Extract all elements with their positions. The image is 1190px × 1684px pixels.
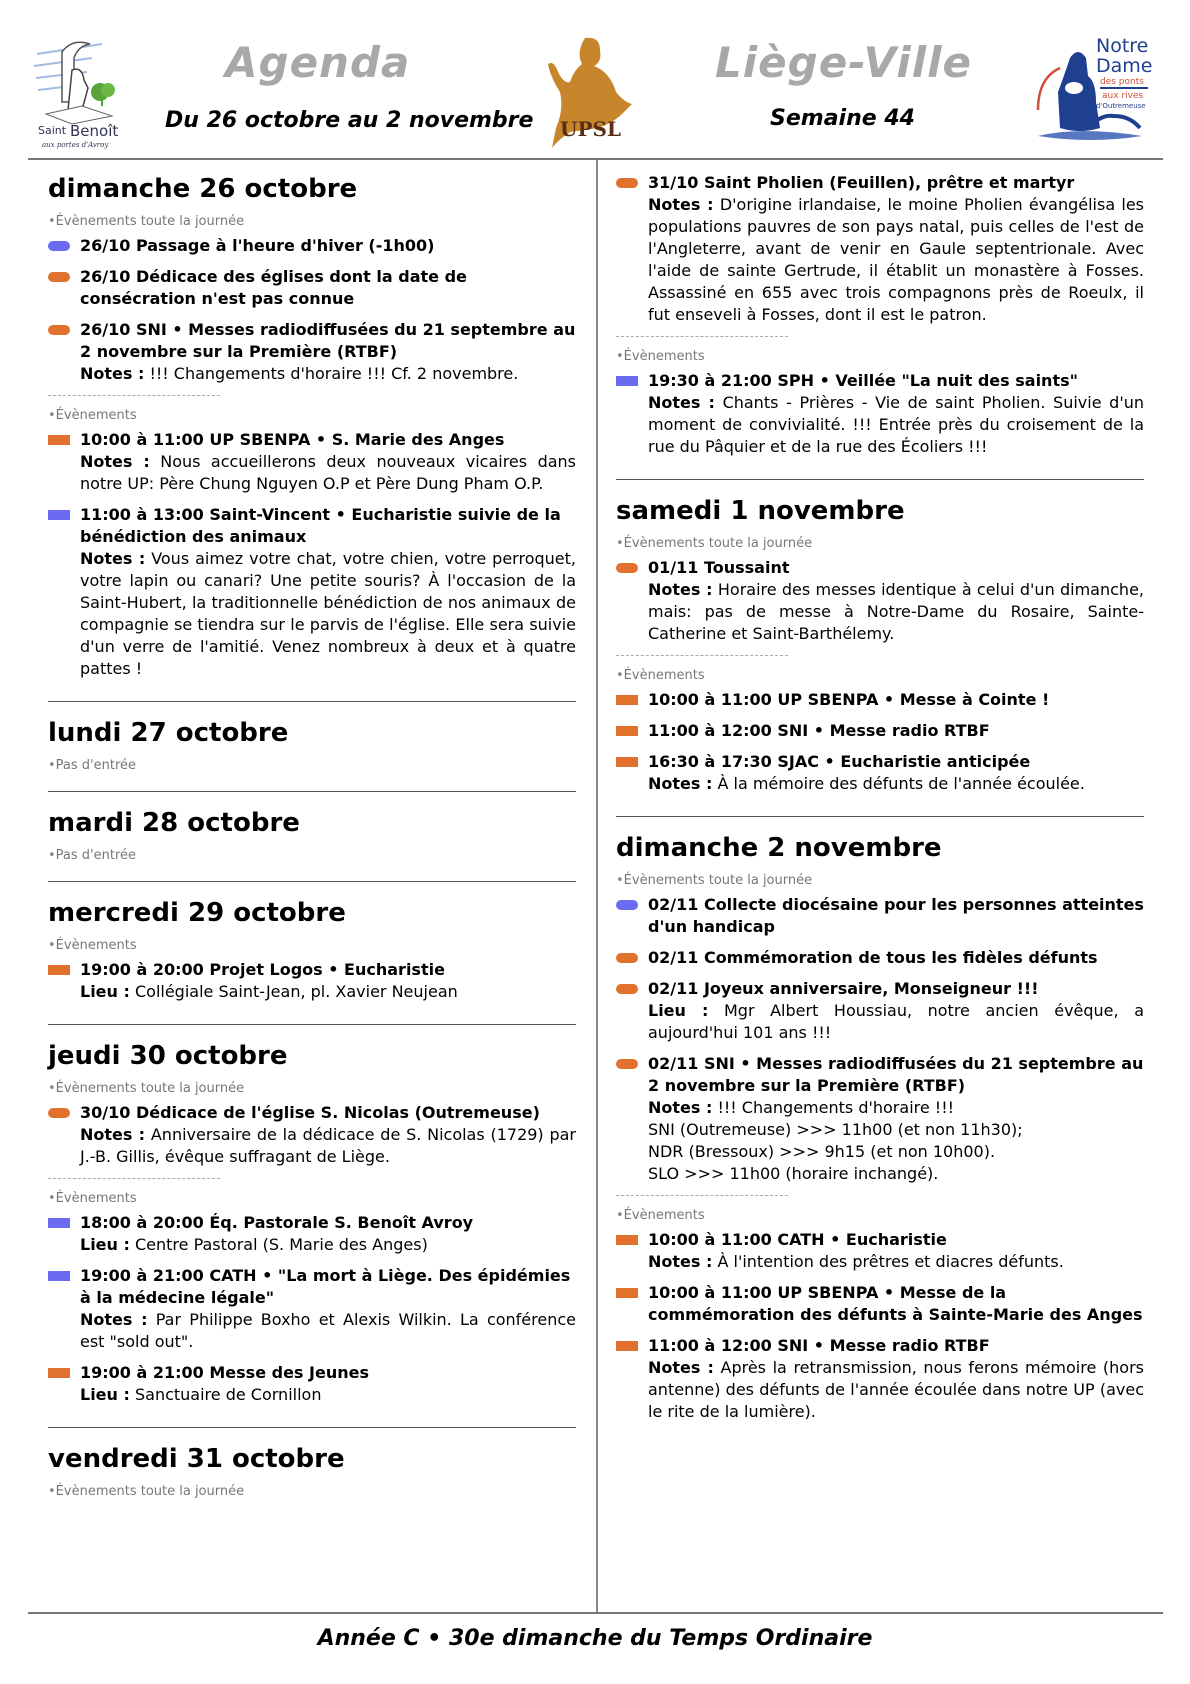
note-text: Sanctuaire de Cornillon <box>134 1385 322 1404</box>
agenda-event <box>48 235 576 257</box>
event-note <box>648 1097 1144 1185</box>
note-text: Après la retransmission, nous ferons mémoire (hors antenne) des défunts de l'année écoulée dans notre UP (avec le rite de la lumière). <box>648 1358 1145 1421</box>
event-title: 26/10 Passage à l'heure d'hiver (-1h00) <box>80 236 435 255</box>
note-label: Lieu : <box>80 982 130 1001</box>
allday-events-label: • Évènements toute la journée <box>616 536 1144 551</box>
section-divider <box>616 655 788 656</box>
note-label: Notes : <box>80 549 146 568</box>
event-note <box>648 392 1144 458</box>
event-note <box>80 981 576 1003</box>
section-divider <box>616 336 788 337</box>
logo-text-upsl: UPSL <box>560 117 621 141</box>
note-label: Lieu : <box>80 1385 130 1404</box>
day-block <box>48 1442 576 1517</box>
category-color-marker <box>48 965 70 975</box>
events-label: • Évènements <box>48 938 576 953</box>
category-color-marker <box>48 1271 70 1281</box>
note-text: À l'intention des prêtres et diacres défunts. <box>717 1252 1064 1271</box>
category-color-marker <box>48 272 70 282</box>
agenda-event <box>48 1102 576 1168</box>
day-title: lundi 27 octobre <box>48 718 289 748</box>
event-title: 19:30 à 21:00 SPH • Veillée "La nuit des saints" <box>648 371 1078 390</box>
note-text: !!! Changements d'horaire !!! <box>717 1098 955 1117</box>
day-block <box>48 806 576 882</box>
day-block <box>48 716 576 792</box>
day-block <box>48 172 576 702</box>
agenda-event <box>616 1282 1144 1326</box>
column-divider <box>596 160 598 1612</box>
event-title: 10:00 à 11:00 UP SBENPA • Messe de la commémoration des défunts à Sainte-Marie des Anges <box>648 1283 1143 1324</box>
agenda-event <box>616 1335 1144 1423</box>
category-color-marker <box>48 325 70 335</box>
section-divider <box>48 1178 220 1179</box>
note-label: Notes : <box>648 1358 714 1377</box>
agenda-column-left <box>48 172 576 1531</box>
footer-divider <box>28 1612 1163 1614</box>
event-note <box>80 451 576 495</box>
no-entry-label: • Pas d'entrée <box>48 848 576 863</box>
event-note <box>80 1234 576 1256</box>
week-number: Semaine 44 <box>770 106 915 131</box>
event-title: 10:00 à 11:00 UP SBENPA • S. Marie des Anges <box>80 430 505 449</box>
logo-text-avroy: aux portes d'Avroy <box>42 141 109 149</box>
note-line: SLO >>> 11h00 (horaire inchangé). <box>648 1164 939 1183</box>
day-block <box>616 831 1144 1444</box>
category-color-marker <box>616 984 638 994</box>
agenda-event <box>616 947 1144 969</box>
note-label: Lieu : <box>648 1001 709 1020</box>
events-label: • Évènements <box>48 1191 576 1206</box>
day-title: jeudi 30 octobre <box>48 1041 288 1071</box>
category-color-marker <box>616 726 638 736</box>
note-line: NDR (Bressoux) >>> 9h15 (et non 10h00). <box>648 1142 996 1161</box>
category-color-marker <box>616 900 638 910</box>
event-title: 11:00 à 12:00 SNI • Messe radio RTBF <box>648 1336 990 1355</box>
events-label: • Évènements <box>616 1208 1144 1223</box>
event-note <box>80 548 576 680</box>
events-label: • Évènements <box>616 349 1144 364</box>
event-title: 02/11 Collecte diocésaine pour les personnes atteintes d'un handicap <box>648 895 1144 936</box>
note-label: Notes : <box>648 580 713 599</box>
day-title: mercredi 29 octobre <box>48 898 346 928</box>
no-entry-label: • Pas d'entrée <box>48 758 576 773</box>
page-header <box>0 0 1190 160</box>
category-color-marker <box>48 510 70 520</box>
date-range: Du 26 octobre au 2 novembre <box>165 108 534 133</box>
note-label: Notes : <box>80 364 145 383</box>
agenda-event <box>48 429 576 495</box>
agenda-event <box>48 1212 576 1256</box>
event-title: 02/11 Joyeux anniversaire, Monseigneur !!! <box>648 979 1039 998</box>
event-title: 11:00 à 12:00 SNI • Messe radio RTBF <box>648 721 990 740</box>
agenda-event <box>48 1362 576 1406</box>
event-note <box>80 363 576 385</box>
logo-text-outremeuse: d'Outremeuse <box>1096 102 1146 110</box>
logo-text-notre: Notre <box>1096 35 1149 57</box>
day-block-continued <box>616 172 1144 480</box>
note-label: Lieu : <box>80 1235 130 1254</box>
event-title: 10:00 à 11:00 UP SBENPA • Messe à Cointe ! <box>648 690 1050 709</box>
event-title: 26/10 SNI • Messes radiodiffusées du 21 septembre au 2 novembre sur la Première (RTBF) <box>80 320 576 361</box>
note-text: !!! Changements d'horaire !!! Cf. 2 novembre. <box>149 364 519 383</box>
event-title: 11:00 à 13:00 Saint-Vincent • Eucharistie suivie de la bénédiction des animaux <box>80 505 561 546</box>
agenda-event <box>616 557 1144 645</box>
day-title: dimanche 26 octobre <box>48 174 358 204</box>
category-color-marker <box>48 1218 70 1228</box>
day-title: mardi 28 octobre <box>48 808 300 838</box>
category-color-marker <box>616 1288 638 1298</box>
category-color-marker <box>616 376 638 386</box>
event-title: 18:00 à 20:00 Éq. Pastorale S. Benoît Avroy <box>80 1213 474 1232</box>
note-text: Nous accueillerons deux nouveaux vicaires dans notre UP: Père Chung Nguyen O.P et Père Dung Pham O.P. <box>80 452 577 493</box>
agenda-event <box>616 894 1144 938</box>
agenda-event <box>616 689 1144 711</box>
agenda-event <box>48 504 576 680</box>
note-text: Par Philippe Boxho et Alexis Wilkin. La conférence est "sold out". <box>80 1310 576 1351</box>
section-divider <box>48 395 220 396</box>
note-label: Notes : <box>80 1125 146 1144</box>
note-label: Notes : <box>648 774 713 793</box>
category-color-marker <box>616 953 638 963</box>
category-color-marker <box>616 1059 638 1069</box>
day-title: vendredi 31 octobre <box>48 1444 345 1474</box>
allday-events-label: • Évènements toute la journée <box>48 1081 576 1096</box>
agenda-event <box>616 172 1144 326</box>
category-color-marker <box>616 178 638 188</box>
saint-benoit-logo <box>32 32 132 150</box>
agenda-event <box>616 751 1144 795</box>
agenda-event <box>616 978 1144 1044</box>
category-color-marker <box>48 435 70 445</box>
event-note <box>648 773 1144 795</box>
note-label: Notes : <box>648 393 715 412</box>
event-note <box>80 1124 576 1168</box>
note-text: À la mémoire des défunts de l'année écoulée. <box>717 774 1085 793</box>
day-block <box>48 1039 576 1428</box>
logo-text-saint: Saint <box>38 124 67 137</box>
allday-events-label: • Évènements toute la journée <box>616 873 1144 888</box>
note-label: Notes : <box>648 195 714 214</box>
agenda-event <box>48 959 576 1003</box>
events-label: • Évènements <box>48 408 576 423</box>
note-text: Vous aimez votre chat, votre chien, votre perroquet, votre lapin ou canari? Une petite souris? À l'occasion de la Saint-Hubert, la traditionnelle bénédiction de nos animaux de compagnie se tiendra sur le parvis de l'église. Elle sera suivie d'un verre de l'amitié. Venez nombreux à deux et à quatre pattes ! <box>80 549 576 678</box>
note-text: Anniversaire de la dédicace de S. Nicolas (1729) par J.-B. Gillis, évêque suffragant de Liège. <box>80 1125 576 1166</box>
note-label: Notes : <box>648 1098 713 1117</box>
agenda-event <box>616 1229 1144 1273</box>
category-color-marker <box>616 757 638 767</box>
events-label: • Évènements <box>616 668 1144 683</box>
category-color-marker <box>48 1108 70 1118</box>
agenda-column-right <box>616 172 1144 1458</box>
event-title: 26/10 Dédicace des églises dont la date de consécration n'est pas connue <box>80 267 467 308</box>
event-title: 19:00 à 20:00 Projet Logos • Eucharistie <box>80 960 445 979</box>
category-color-marker <box>616 563 638 573</box>
event-note <box>648 1251 1144 1273</box>
note-label: Notes : <box>648 1252 713 1271</box>
agenda-event <box>616 720 1144 742</box>
note-text: Collégiale Saint-Jean, pl. Xavier Neujean <box>134 982 458 1001</box>
notre-dame-logo <box>1030 32 1155 150</box>
note-label: Notes : <box>80 452 150 471</box>
event-title: 19:00 à 21:00 Messe des Jeunes <box>80 1363 369 1382</box>
event-title: 10:00 à 11:00 CATH • Eucharistie <box>648 1230 947 1249</box>
liturgical-footer: Année C • 30e dimanche du Temps Ordinaire <box>317 1626 873 1651</box>
logo-text-benoit: Benoît <box>70 122 119 140</box>
category-color-marker <box>48 241 70 251</box>
event-title: 02/11 Commémoration de tous les fidèles défunts <box>648 948 1098 967</box>
event-note <box>80 1384 576 1406</box>
category-color-marker <box>616 695 638 705</box>
event-title: 01/11 Toussaint <box>648 558 790 577</box>
event-note <box>648 194 1144 326</box>
note-text: Horaire des messes identique à celui d'un dimanche, mais: pas de messe à Notre-Dame du Rosaire, Sainte-Catherine et Saint-Barthélemy. <box>648 580 1144 643</box>
event-title: 19:00 à 21:00 CATH • "La mort à Liège. Des épidémies à la médecine légale" <box>80 1266 571 1307</box>
event-note <box>648 1000 1144 1044</box>
upsl-logo <box>540 32 640 150</box>
day-block <box>48 896 576 1025</box>
section-divider <box>616 1195 788 1196</box>
note-line: SNI (Outremeuse) >>> 11h00 (et non 11h30); <box>648 1120 1023 1139</box>
event-title: 30/10 Dédicace de l'église S. Nicolas (Outremeuse) <box>80 1103 540 1122</box>
event-title: 16:30 à 17:30 SJAC • Eucharistie anticipée <box>648 752 1031 771</box>
logo-text-aux-rives: aux rives <box>1102 91 1144 101</box>
category-color-marker <box>616 1341 638 1351</box>
agenda-event <box>48 266 576 310</box>
note-text: Mgr Albert Houssiau, notre ancien évêque, a aujourd'hui 101 ans !!! <box>648 1001 1144 1042</box>
event-note <box>80 1309 576 1353</box>
page-title-liege-ville: Liège-Ville <box>715 38 973 87</box>
note-text: Chants - Prières - Vie de saint Pholien. Suivie d'un moment de convivialité. !!! Entrée près du croisement de la rue du Pâquier et de la rue des Écoliers !!! <box>648 393 1145 456</box>
agenda-event <box>48 1265 576 1353</box>
event-note <box>648 1357 1144 1423</box>
note-label: Notes : <box>80 1310 148 1329</box>
logo-text-dame: Dame <box>1096 55 1153 77</box>
category-color-marker <box>616 1235 638 1245</box>
allday-events-label: • Évènements toute la journée <box>48 214 576 229</box>
event-title: 31/10 Saint Pholien (Feuillen), prêtre et martyr <box>648 173 1075 192</box>
day-title: dimanche 2 novembre <box>616 833 942 863</box>
event-title: 02/11 SNI • Messes radiodiffusées du 21 septembre au 2 novembre sur la Première (RTBF) <box>648 1054 1144 1095</box>
event-note <box>648 579 1144 645</box>
allday-events-label: • Évènements toute la journée <box>48 1484 576 1499</box>
note-text: D'origine irlandaise, le moine Pholien évangélisa les populations pauvres de son pays natal, puis celles de l'est de l'Angleterre, avant de venir en Gaule septentrionale. Avec l'aide de sainte Gertrude, il établit un monastère à Fosses. Assassiné en 655 avec trois compagnons près de Roeulx, il fut enseveli à Fosses, dont il est le patron. <box>648 195 1144 324</box>
logo-text-des-ponts: des ponts <box>1100 77 1144 87</box>
category-color-marker <box>48 1368 70 1378</box>
day-title: samedi 1 novembre <box>616 496 905 526</box>
agenda-event <box>616 1053 1144 1185</box>
day-block <box>616 494 1144 817</box>
page-title-agenda: Agenda <box>225 38 411 87</box>
agenda-event <box>616 370 1144 458</box>
agenda-event <box>48 319 576 385</box>
note-text: Centre Pastoral (S. Marie des Anges) <box>134 1235 428 1254</box>
